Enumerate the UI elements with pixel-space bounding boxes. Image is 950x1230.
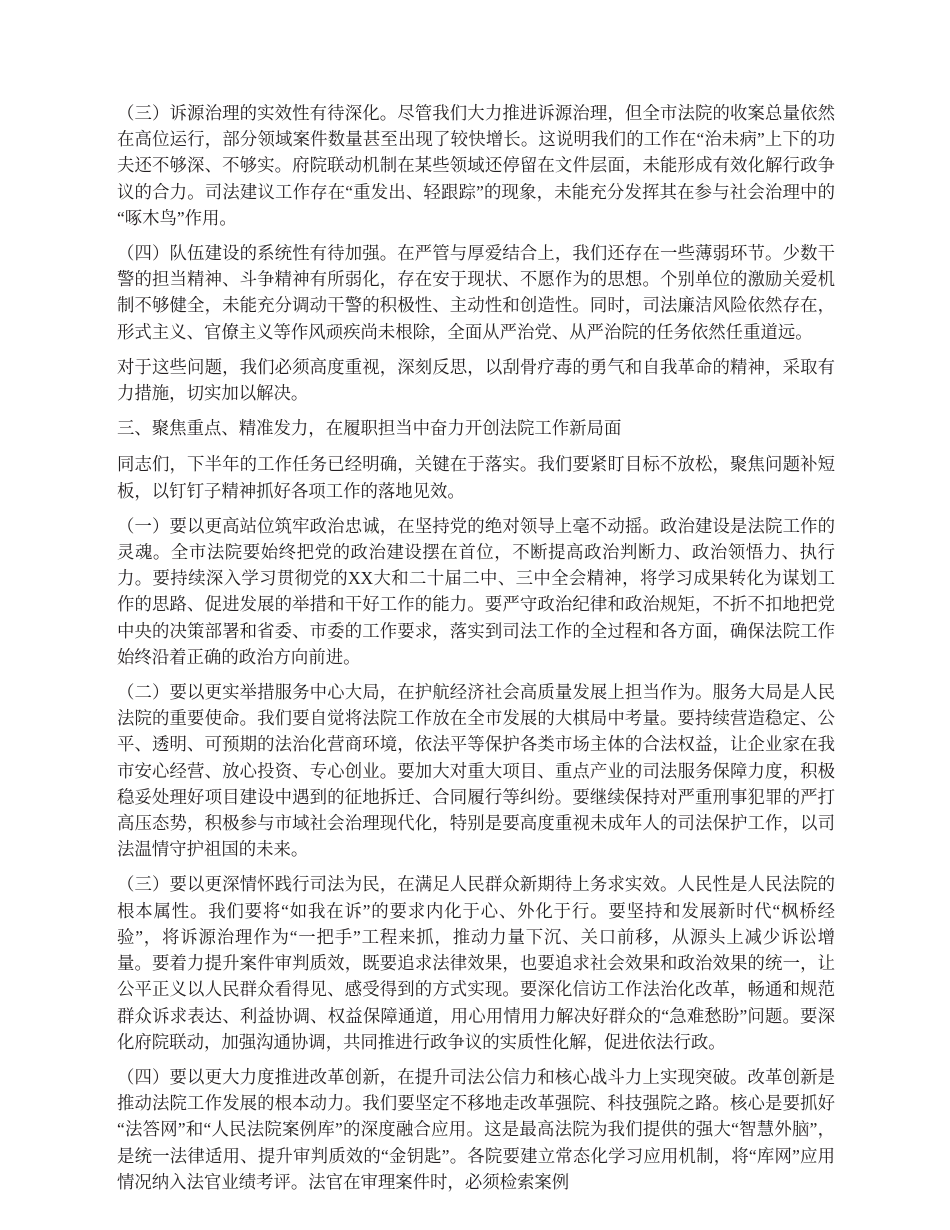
paragraph-duiyu-zhexie-wenti: 对于这些问题，我们必须高度重视，深刻反思，以刮骨疗毒的勇气和自我革命的精神，采取有力措施，切实加以解决。	[117, 356, 835, 404]
paragraph-duiwu-jianshe: （四）队伍建设的系统性有待加强。在严管与厚爱结合上，我们还存在一些薄弱环节。少数干警的担当精神、斗争精神有所弱化，存在安于现状、不愿作为的思想。个别单位的激励关爱机制不够健全，未能充分调动干警的积极性、主动性和创造性。同时，司法廉洁风险依然存在，形式主义、官僚主义等作风顽疾尚未根除，全面从严治党、从严治院的任务依然任重道远。	[117, 243, 835, 342]
paragraph-si-gaige-chuangxin: （四）要以更大力度推进改革创新，在提升司法公信力和核心战斗力上实现突破。改革创新是推动法院工作发展的根本动力。我们要坚定不移地走改革强院、科技强院之路。核心是要抓好“法答网”和“人民法院案例库”的深度融合应用。这是最高法院为我们提供的强大“智慧外脑”，是统一法律适用、提升审判质效的“金钥匙”。各院要建立常态化学习应用机制，将“库网”应用情况纳入法官业绩考评。法官在审理案件时，必须检索案例	[117, 1066, 835, 1192]
paragraph-susuyuan-zhili: （三）诉源治理的实效性有待深化。尽管我们大力推进诉源治理，但全市法院的收案总量依然在高位运行，部分领域案件数量甚至出现了较快增长。这说明我们的工作在“治未病”上下的功夫还不够深、不够实。府院联动机制在某些领域还停留在文件层面，未能形成有效化解行政争议的合力。司法建议工作存在“重发出、轻跟踪”的现象，未能充分发挥其在参与社会治理中的“啄木鸟”作用。	[117, 103, 835, 228]
paragraph-yi-zhengzhi-zhongcheng: （一）要以更高站位筑牢政治忠诚，在坚持党的绝对领导上毫不动摇。政治建设是法院工作的灵魂。全市法院要始终把党的政治建设摆在首位，不断提高政治判断力、政治领悟力、执行力。要持续深入学习贯彻党的XX大和二十届二中、三中全会精神，将学习成果转化为谋划工作的思路、促进发展的举措和干好工作的能力。要严守政治纪律和政治规矩，不折不扣地把党中央的决策部署和省委、市委的工作要求，落实到司法工作的全过程和各方面，确保法院工作始终沿着正确的政治方向前进。	[117, 515, 835, 667]
paragraph-tongzhimen: 同志们，下半年的工作任务已经明确，关键在于落实。我们要紧盯目标不放松，聚焦问题补短板，以钉钉子精神抓好各项工作的落地见效。	[117, 454, 835, 501]
paragraph-san-sifa-weimin: （三）要以更深情怀践行司法为民，在满足人民群众新期待上务求实效。人民性是人民法院的根本属性。我们要将“如我在诉”的要求内化于心、外化于行。要坚持和发展新时代“枫桥经验”，将诉源治理作为“一把手”工程来抓，推动力量下沉、关口前移，从源头上减少诉讼增量。要着力提升案件审判质效，既要追求法律效果，也要追求社会效果和政治效果的统一，让公平正义以人民群众看得见、感受得到的方式实现。要深化信访工作法治化改革，畅通和规范群众诉求表达、利益协调、权益保障通道，用心用情用力解决好群众的“急难愁盼”问题。要深化府院联动，加强沟通协调，共同推进行政争议的实质性化解，促进依法行政。	[117, 874, 835, 1052]
section-heading-san: 三、聚焦重点、精准发力，在履职担当中奋力开创法院工作新局面	[117, 418, 622, 439]
document-body	[117, 100, 835, 1195]
paragraph-er-fuwu-zhongxin-daju: （二）要以更实举措服务中心大局，在护航经济社会高质量发展上担当作为。服务大局是人民法院的重要使命。我们要自觉将法院工作放在全市发展的大棋局中考量。要持续营造稳定、公平、透明、可预期的法治化营商环境，依法平等保护各类市场主体的合法权益，让企业家在我市安心经营、放心投资、专心创业。要加大对重大项目、重点产业的司法服务保障力度，积极稳妥处理好项目建设中遇到的征地拆迁、合同履行等纠纷。要继续保持对严重刑事犯罪的严打高压态势，积极参与市域社会治理现代化，特别是要高度重视未成年人的司法保护工作，以司法温情守护祖国的未来。	[117, 682, 835, 860]
